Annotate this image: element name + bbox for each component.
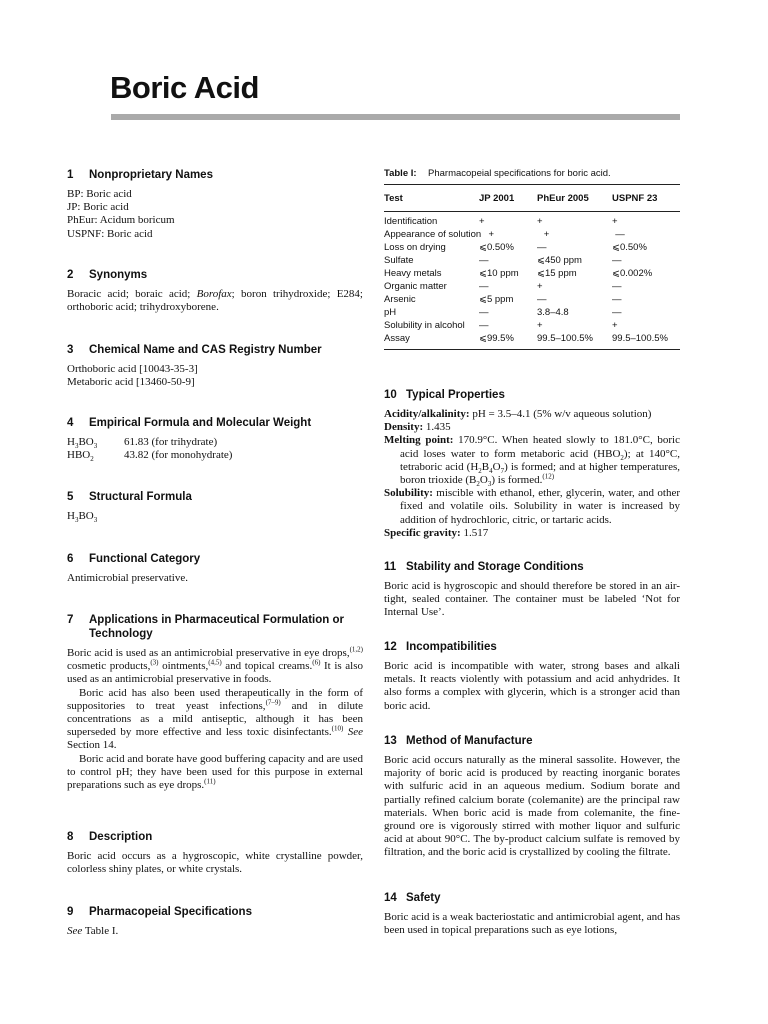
section-incompatibilities: 12 Incompatibilities Boric acid is incompatible with water, strong bases and alkali metals. It reacts violently with potassium and acid anhydrides. It also forms a complex with glycerin, which is a stronger acid than boric acid. xyxy=(384,641,680,712)
section-structural-formula xyxy=(67,490,363,523)
section-heading: 4 Empirical Formula and Molecular Weight xyxy=(67,417,312,429)
paragraph: Boric acid and borate have good buffering capacity and are used to control pH; they have been used for this purpose in external preparations such as eye drops.$^{(11)}$ xyxy=(67,752,363,792)
section-heading: 8 Description xyxy=(67,831,153,843)
table-row: Identification + + + xyxy=(384,216,618,227)
table-row: Arsenic ⩽5 ppm — — xyxy=(384,294,622,305)
paragraph: Boric acid has also been used therapeutically in the form of suppositories to treat yeast infections,$^{(7-9)}$ and in dilute concentrations as a mild antiseptic, although it has been superseded by more effective and less toxic disinfectants.$^{(10)}$ See Section 14. xyxy=(67,686,364,752)
page-title: Boric Acid xyxy=(110,70,259,105)
section-synonyms xyxy=(67,268,363,314)
chemical-name-line: Orthoboric acid [10043-35-3] xyxy=(67,363,198,375)
section-heading: 7 Applications in Pharmaceutical Formulation or Technology xyxy=(67,614,344,640)
specifications-table xyxy=(384,184,680,350)
property-density: Density: 1.435 xyxy=(384,421,451,434)
property-specific-gravity: Specific gravity: 1.517 xyxy=(384,526,489,539)
section-heading: 5 Structural Formula xyxy=(67,491,192,503)
section-heading: 3 Chemical Name and CAS Registry Number xyxy=(67,344,322,356)
name-line: USPNF: Boric acid xyxy=(67,227,153,240)
table-row: Loss on drying ⩽0.50% — ⩽0.50% xyxy=(384,242,647,253)
name-line: JP: Boric acid xyxy=(67,201,129,214)
title-rule xyxy=(111,114,680,120)
formula-row: $H_3BO_3$ 61.83 (for trihydrate) xyxy=(67,436,218,451)
section-applications xyxy=(67,613,363,792)
table-row: pH — 3.8–4.8 — xyxy=(384,307,622,318)
section-manufacture: 13 Method of Manufacture Boric acid occurs naturally as the mineral sassolite. However, the majority of boric acid is produced by reacting inorganic borates with sulfuric acid in an aqueous medium. Sodium borate and partially refined calcium borate (colemanite) are the principal raw materials. When boric acid is made from colemanite, the fine-ground ore is vigorously stirred with mother liquor and sulfuric acid at about 90°C. The by-product calcium sulfate is removed by filtration, and the boric acid is crystallized by cooling the filtrate. xyxy=(384,735,680,859)
section-functional-category: 6 Functional Category Antimicrobial preservative. xyxy=(67,552,363,585)
section-pharmacopeial-specs: 9 Pharmacopeial Specifications See Table I. xyxy=(67,905,363,938)
property-acidity: Acidity/alkalinity: pH = 3.5–4.1 (5% w/v aqueous solution) xyxy=(384,408,652,420)
section-heading: 10 Typical Properties xyxy=(384,389,505,401)
section-heading: 1 Nonproprietary Names xyxy=(67,169,213,181)
section-heading: 2 Synonyms xyxy=(67,269,148,281)
section-heading: 9 Pharmacopeial Specifications xyxy=(67,906,252,918)
section-heading: 13 Method of Manufacture xyxy=(384,735,533,747)
table-header-row: Test JP 2001 PhEur 2005 USPNF 23 xyxy=(384,185,680,212)
chemical-name-line: Metaboric acid [13460-50-9] xyxy=(67,376,195,389)
property-solubility: Solubility: miscible with ethanol, ether, glycerin, water, and other fixed and volatile oils. Solubility in water is increased by addition of hydrochloric, citric, or tartaric acids. xyxy=(384,487,680,526)
table-row: Solubility in alcohol — + + xyxy=(384,320,618,331)
formula-row: $HBO_2$ 43.82 (for monohydrate) xyxy=(67,449,233,464)
section-heading: 11 Stability and Storage Conditions xyxy=(384,561,584,573)
section-typical-properties xyxy=(384,388,680,540)
structural-formula: $H_3BO_3$ xyxy=(67,510,98,525)
section-description: 8 Description Boric acid occurs as a hygroscopic, white crystalline powder, colorless shiny plates, or white crystals. xyxy=(67,831,363,876)
table-row: Organic matter — + — xyxy=(384,281,622,292)
section-stability: 11 Stability and Storage Conditions Boric acid is hygroscopic and should therefore be stored in an air-tight, sealed container. The container must be labeled ‘Not for Internal Use’. xyxy=(384,561,680,619)
paragraph: Boric acid is used as an antimicrobial preservative in eye drops,$^{(1,2)}$ cosmetic products,$^{(3)}$ ointments,$^{(4,5)}$ and topical creams.$^{(6)}$ It is also used as an antimicrobial preservative in foods. xyxy=(67,645,364,686)
section-heading: 14 Safety xyxy=(384,892,441,904)
section-heading: 6 Functional Category xyxy=(67,553,201,565)
section-empirical-formula xyxy=(67,416,363,462)
table-row: Appearance of solution + + — xyxy=(384,229,625,240)
table-row: Sulfate — ⩽450 ppm — xyxy=(384,255,622,266)
name-line: PhEur: Acidum boricum xyxy=(67,214,175,227)
table-caption: Table I: Pharmacopeial specifications for boric acid. xyxy=(384,168,611,179)
section-nonproprietary-names xyxy=(67,168,363,241)
section-safety: 14 Safety Boric acid is a weak bacteriostatic and antimicrobial agent, and has been used in topical preparations such as eye lotions, xyxy=(384,892,680,937)
section-heading: 12 Incompatibilities xyxy=(384,641,497,653)
section-chemical-name xyxy=(67,343,363,389)
synonyms-text: Boracic acid; boraic acid; Borofax; boron trihydroxide; E284; orthoboric acid; trihydroxyborene. xyxy=(67,288,363,314)
property-melting-point: Melting point: 170.9°C. When heated slowly to 181.0°C, boric acid loses water to form metaboric acid $(HBO_2)$; at 140°C, tetraboric acid $(H_2B_4O_7)$ is formed; and at higher temperatures, boron trioxide $(B_2O_3)$ is formed.$^{(12)}$ xyxy=(384,434,680,489)
name-line: BP: Boric acid xyxy=(67,188,132,200)
table-row: Assay ⩽99.5% 99.5–100.5% 99.5–100.5% xyxy=(384,333,668,344)
table-row: Heavy metals ⩽10 ppm ⩽15 ppm ⩽0.002% xyxy=(384,268,653,279)
